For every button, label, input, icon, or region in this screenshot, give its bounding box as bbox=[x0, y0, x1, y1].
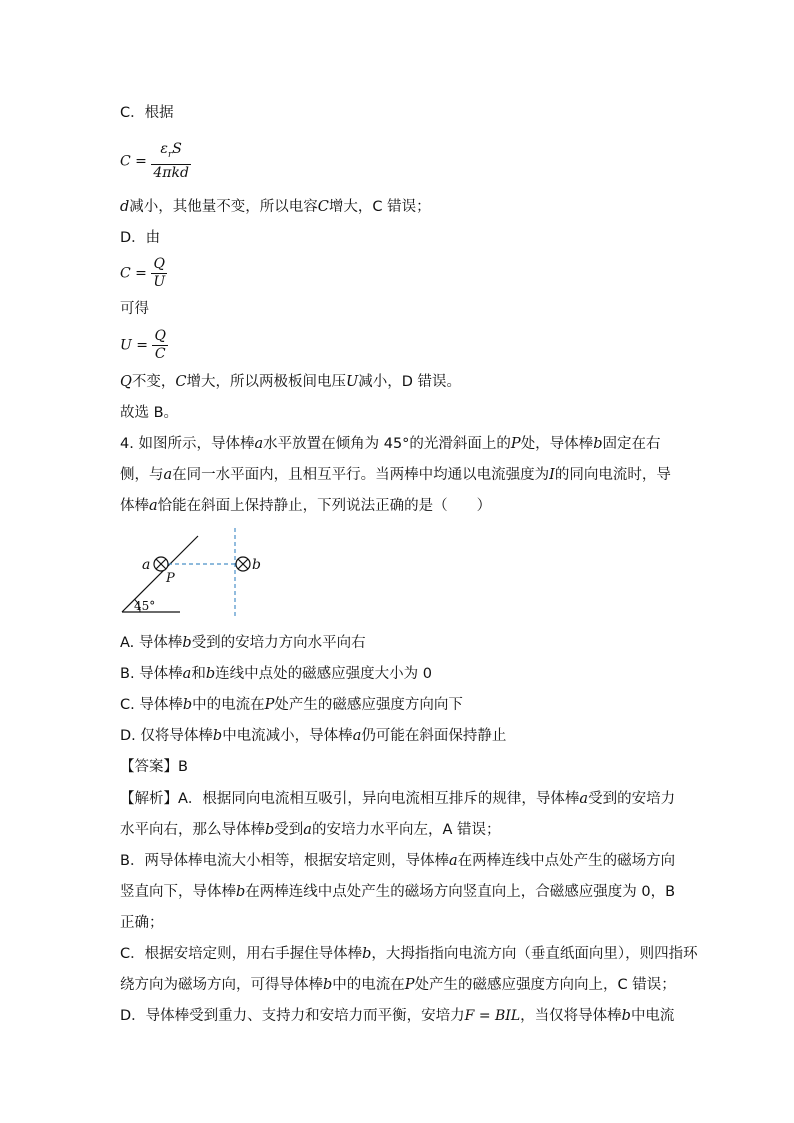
analysis-b-line-3: 正确； bbox=[120, 915, 164, 931]
option-d: D. 仅将导体棒b中电流减小，导体棒a仍可能在斜面保持静止 bbox=[120, 728, 507, 744]
analysis-b-line-1: B．两导体棒电流大小相等，根据安培定则，导体棒a在两棒连线中点处产生的磁场方向 bbox=[120, 853, 676, 869]
option-a: A. 导体棒b受到的安培力方向水平向右 bbox=[120, 635, 366, 651]
rod-a-icon bbox=[154, 557, 168, 571]
option-c-label: C．根据 bbox=[120, 105, 174, 121]
analysis-a-line-1: 【解析】A．根据同向电流相互吸引，异向电流相互排斥的规律，导体棒a受到的安培力 bbox=[120, 791, 676, 807]
analysis-d-line-1: D．导体棒受到重力、支持力和安培力而平衡，安培力F = BIL，当仅将导体棒b中电流 bbox=[120, 1008, 675, 1024]
answer-choice: 故选 B。 bbox=[120, 405, 179, 421]
derive-text: 可得 bbox=[120, 301, 149, 317]
analysis-c-line-2: 绕方向为磁场方向，可得导体棒b中的电流在P处产生的磁感应强度方向向上，C 错误； bbox=[120, 977, 676, 993]
option-c: C. 导体棒b中的电流在P处产生的磁感应强度方向向下 bbox=[120, 697, 463, 713]
option-d-label: D．由 bbox=[120, 230, 161, 246]
analysis-b-line-2: 竖直向下，导体棒b在两棒连线中点处产生的磁场方向竖直向上，合磁感应强度为 0，B bbox=[120, 884, 676, 900]
capacitance-formula: C = $\frac{\varepsilon_rS}{\text{4πkd}}$ bbox=[120, 141, 189, 181]
answer-label: 【答案】B bbox=[120, 759, 188, 775]
paragraph-d-decrease: d减小，其他量不变，所以电容C增大，C 错误； bbox=[120, 199, 431, 215]
uqc-formula: U = $\frac{Q}{C}$ bbox=[120, 328, 166, 362]
analysis-a-line-2: 水平向右，那么导体棒b受到a的安培力水平向左，A 错误； bbox=[120, 822, 501, 838]
question-4-line-1: 4. 如图所示，导体棒a水平放置在倾角为 45°的光滑斜面上的P处，导体棒b固定在右 bbox=[120, 436, 661, 452]
paragraph-q-constant: Q不变，C增大，所以两极板间电压U减小，D 错误。 bbox=[120, 374, 462, 390]
analysis-c-line-1: C．根据安培定则，用右手握住导体棒b，大拇指指向电流方向（垂直纸面向里），则四指环 bbox=[120, 946, 698, 962]
label-a: a bbox=[142, 557, 151, 573]
question-4-line-2: 侧，与a在同一水平面内，且相互平行。当两棒中均通以电流强度为I的同向电流时，导 bbox=[120, 467, 671, 483]
label-b: b bbox=[252, 557, 261, 573]
capacitance-fraction: $\frac{\varepsilon_rS}{\text{4πkd}}$ bbox=[153, 141, 189, 181]
rod-b-icon bbox=[236, 557, 250, 571]
option-b: B. 导体棒a和b连线中点处的磁感应强度大小为 0 bbox=[120, 666, 432, 682]
question-4-line-3: 体棒a恰能在斜面上保持静止，下列说法正确的是（ ） bbox=[120, 498, 492, 514]
incline-diagram bbox=[118, 526, 268, 620]
label-angle: 45° bbox=[134, 599, 156, 613]
label-p: P bbox=[166, 571, 175, 586]
cqu-formula: C = $\frac{Q}{U}$ bbox=[120, 256, 166, 290]
